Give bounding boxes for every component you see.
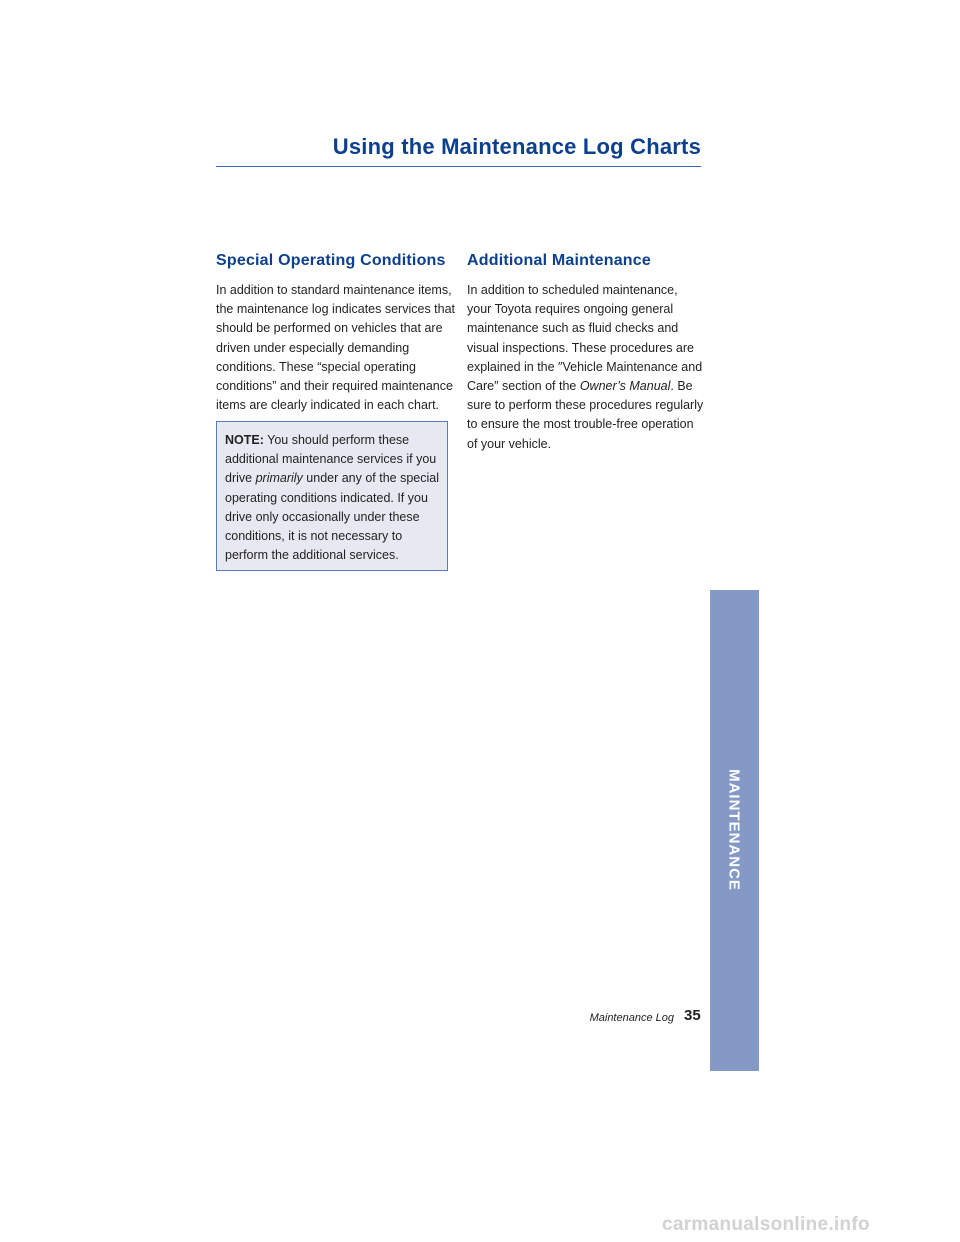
body-line: of your vehicle. [467, 436, 552, 451]
note-line-text: drive [225, 471, 256, 486]
watermark: carmanualsonline.info [662, 1214, 870, 1235]
body-line: sure to perform these procedures regularly [467, 398, 704, 413]
body-line-text: . Be [670, 379, 693, 394]
page-number: 35 [684, 1007, 701, 1024]
note-line [225, 469, 439, 488]
special-conditions-heading: Special Operating Conditions [216, 252, 446, 269]
body-line: driven under especially demanding [216, 340, 410, 355]
body-line: the maintenance log indicates services that [216, 302, 456, 317]
note-emphasis: primarily [255, 471, 303, 486]
note-line: perform the additional services. [225, 548, 399, 563]
body-line: items are clearly indicated in each chart. [216, 398, 440, 413]
manual-title: Owner’s Manual [579, 379, 671, 394]
note-label: NOTE: [225, 433, 264, 447]
note-line [225, 431, 439, 450]
body-line: In addition to scheduled maintenance, [467, 283, 678, 297]
additional-maintenance-body [467, 281, 703, 454]
body-line: visual inspections. These procedures are [467, 340, 694, 355]
note-line-text: You should perform these [263, 433, 410, 447]
body-line: should be performed on vehicles that are [216, 321, 443, 336]
body-line: maintenance such as fluid checks and [467, 321, 679, 336]
note-line-text: under any of the special [302, 471, 440, 486]
additional-maintenance-heading: Additional Maintenance [467, 252, 651, 269]
note-text [225, 431, 439, 565]
title-rule [216, 166, 701, 167]
body-line: explained in the ″Vehicle Maintenance and [467, 359, 703, 374]
body-line [467, 377, 703, 396]
note-line: additional maintenance services if you [225, 452, 437, 467]
body-line: conditions. These “special operating [216, 359, 416, 374]
special-conditions-body [216, 281, 455, 415]
footer-section-label: Maintenance Log [589, 1012, 674, 1024]
note-line: conditions, it is not necessary to [225, 529, 403, 544]
body-line: conditions” and their required maintenance [216, 379, 453, 394]
body-line: In addition to standard maintenance items, [216, 283, 452, 297]
side-tab-label: MAINTENANCE [725, 769, 743, 891]
note-line: operating conditions indicated. If you [225, 490, 428, 505]
section-side-tab [710, 590, 759, 1071]
note-line: drive only occasionally under these [225, 509, 420, 524]
body-line: your Toyota requires ongoing general [467, 302, 674, 317]
note-box [216, 421, 448, 571]
body-line-text: Care″ section of the [467, 379, 580, 394]
body-line: to ensure the most trouble-free operation [467, 417, 694, 432]
page-title: Using the Maintenance Log Charts [332, 134, 701, 159]
